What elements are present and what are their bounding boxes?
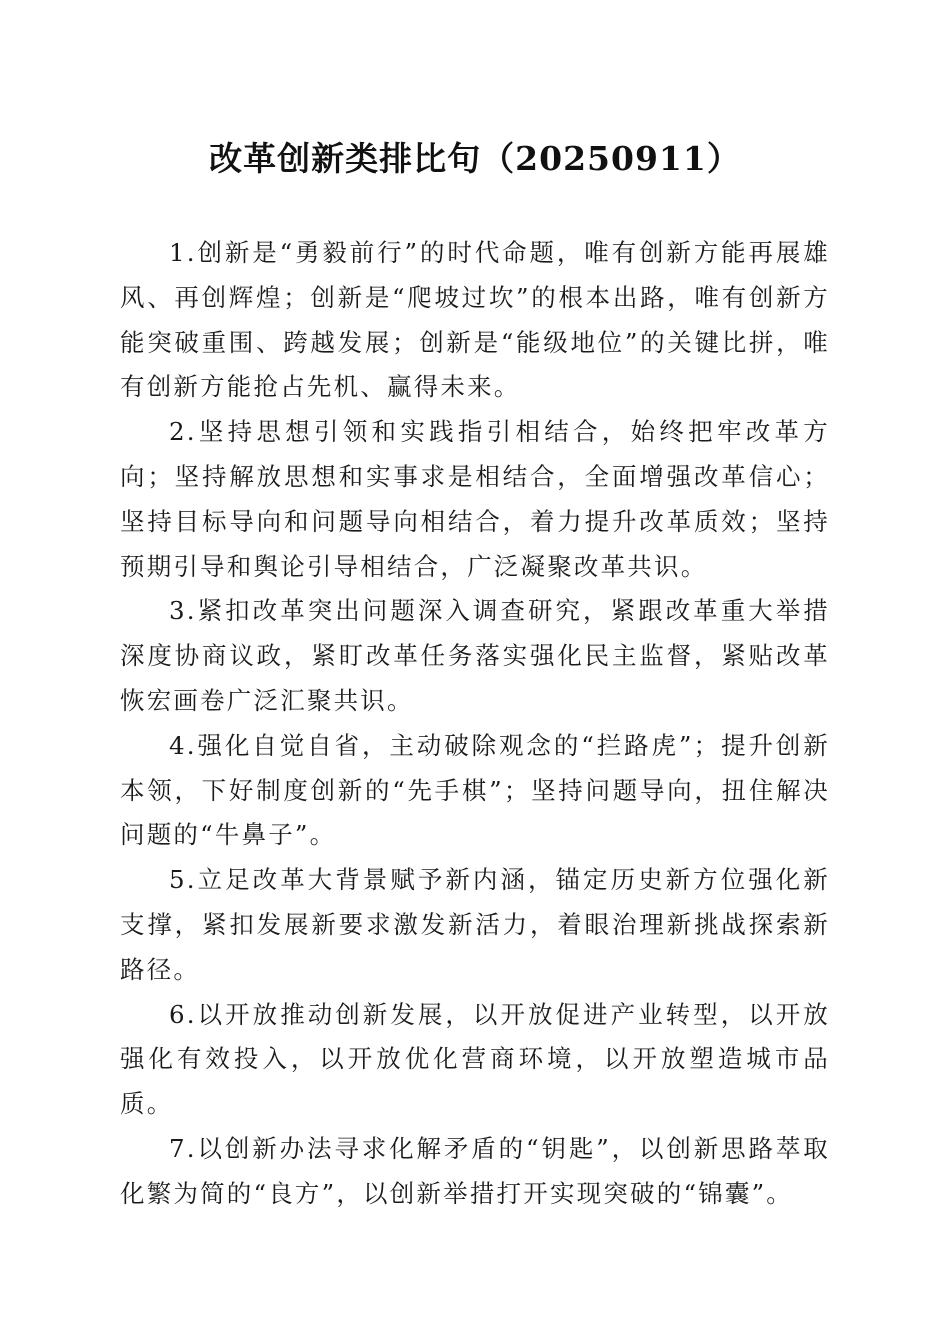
document-body — [120, 231, 830, 1217]
paragraph-7: 7.以创新办法寻求化解矛盾的“钥匙”，以创新思路萃取化繁为简的“良方”，以创新举措打开实现突破的“锦囊”。 — [120, 1133, 830, 1208]
paragraph-1: 1.创新是“勇毅前行”的时代命题，唯有创新方能再展雄风、再创辉煌；创新是“爬坡过坎”的根本出路，唯有创新方能突破重围、跨越发展；创新是“能级地位”的关键比拼，唯有创新方能抢占先机、赢得未来。 — [120, 238, 830, 402]
paragraph-3: 3.紧扣改革突出问题深入调查研究，紧跟改革重大举措深度协商议政，紧盯改革任务落实强化民主监督，紧贴改革恢宏画卷广泛汇聚共识。 — [120, 596, 830, 715]
paragraph-5: 5.立足改革大背景赋予新内涵，锚定历史新方位强化新支撑，紧扣发展新要求激发新活力，着眼治理新挑战探索新路径。 — [120, 865, 830, 984]
paragraph-4: 4.强化自觉自省，主动破除观念的“拦路虎”；提升创新本领，下好制度创新的“先手棋”；坚持问题导向，扭住解决问题的“牛鼻子”。 — [120, 730, 830, 850]
paragraph-6: 6.以开放推动创新发展，以开放促进产业转型，以开放强化有效投入，以开放优化营商环境，以开放塑造城市品质。 — [120, 999, 830, 1119]
paragraph-2: 2.坚持思想引领和实践指引相结合，始终把牢改革方向；坚持解放思想和实事求是相结合，全面增强改革信心；坚持目标导向和问题导向相结合，着力提升改革质效；坚持预期引导和舆论引导相结合，广泛凝聚改革共识。 — [120, 417, 830, 581]
document-title: 改革创新类排比句（20250911） — [209, 139, 741, 178]
